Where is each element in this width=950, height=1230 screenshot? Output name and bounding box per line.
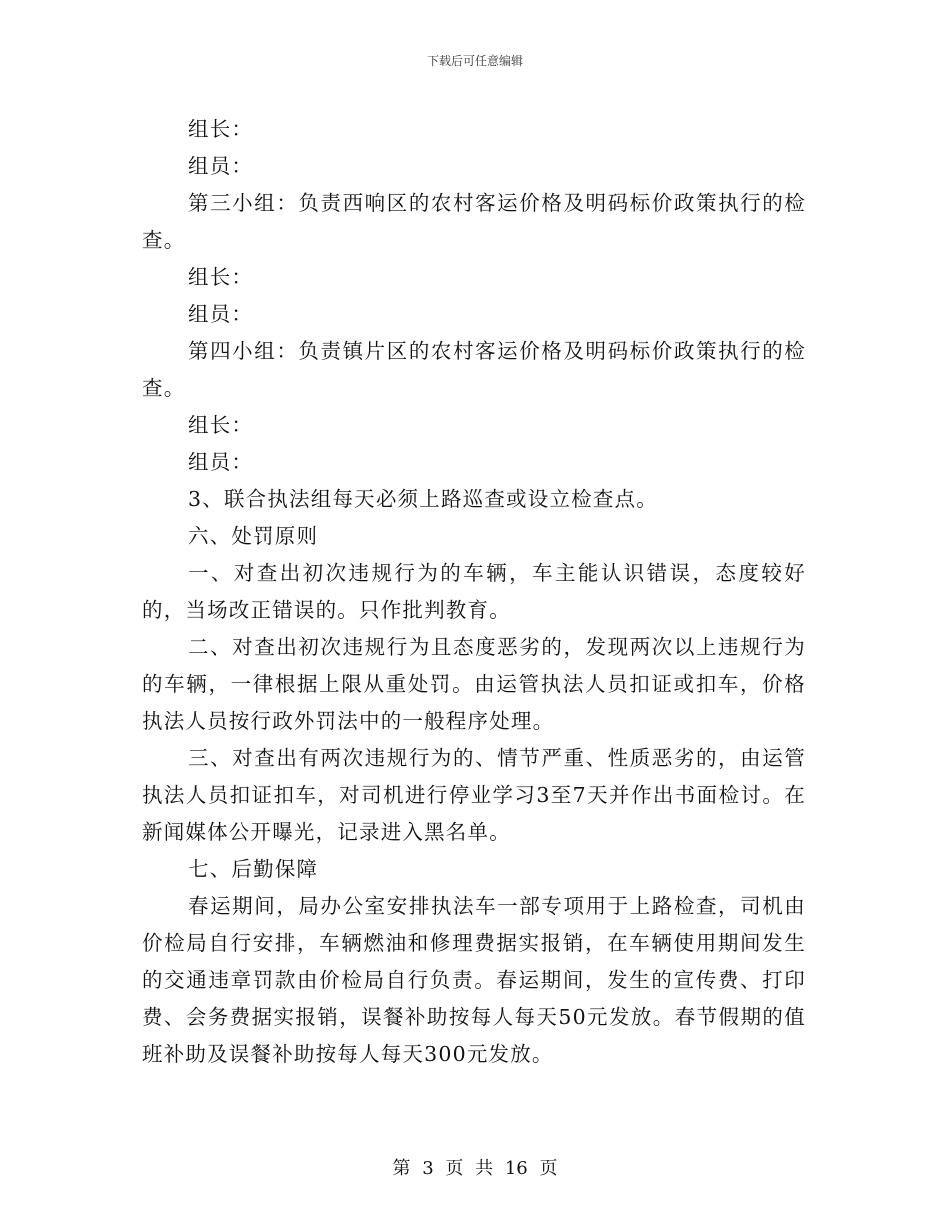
paragraph-leader-3: 组长： [188, 117, 254, 141]
paragraph-daily-patrol: 3、联合执法组每天必须上路巡查或设立检查点。 [188, 487, 658, 511]
paragraph-members-4: 组员： [188, 302, 254, 326]
section-heading-logistics: 七、后勤保障 [188, 857, 319, 881]
paragraph-members-3: 组员： [188, 154, 254, 178]
paragraph-group-4: 第四小组：负责镇片区的农村客运价格及明码标价政策执行的检查。 [142, 339, 806, 400]
header-note: 下载后可任意编辑 [426, 54, 523, 68]
paragraph-penalty-3: 三、对查出有两次违规行为的、情节严重、性质恶劣的，由运管执法人员扣证扣车，对司机进行停业学习3至7天并作出书面检讨。在新闻媒体公开曝光，记录进入黑名单。 [142, 746, 806, 844]
paragraph-penalty-1: 一、对查出初次违规行为的车辆，车主能认识错误，态度较好的，当场改正错误的。只作批判教育。 [142, 561, 806, 622]
page-number: 第 3 页 共 16 页 [392, 1158, 558, 1179]
paragraph-leader-4: 组长： [188, 265, 254, 289]
paragraph-penalty-2: 二、对查出初次违规行为且态度恶劣的，发现两次以上违规行为的车辆，一律根据上限从重处罚。由运管执法人员扣证或扣车，价格执法人员按行政外罚法中的一般程序处理。 [142, 635, 806, 733]
paragraph-leader-5: 组长： [188, 413, 254, 437]
paragraph-group-3: 第三小组：负责西响区的农村客运价格及明码标价政策执行的检查。 [142, 191, 806, 252]
document-body [142, 111, 806, 1073]
section-heading-penalty: 六、处罚原则 [188, 524, 319, 548]
paragraph-members-5: 组员： [188, 450, 254, 474]
paragraph-logistics: 春运期间，局办公室安排执法车一部专项用于上路检查，司机由价检局自行安排，车辆燃油和修理费据实报销，在车辆使用期间发生的交通违章罚款由价检局自行负责。春运期间，发生的宣传费、打印费、会务费据实报销，误餐补助按每人每天50元发放。春节假期的值班补助及误餐补助按每人每天300元发放。 [142, 894, 806, 1066]
